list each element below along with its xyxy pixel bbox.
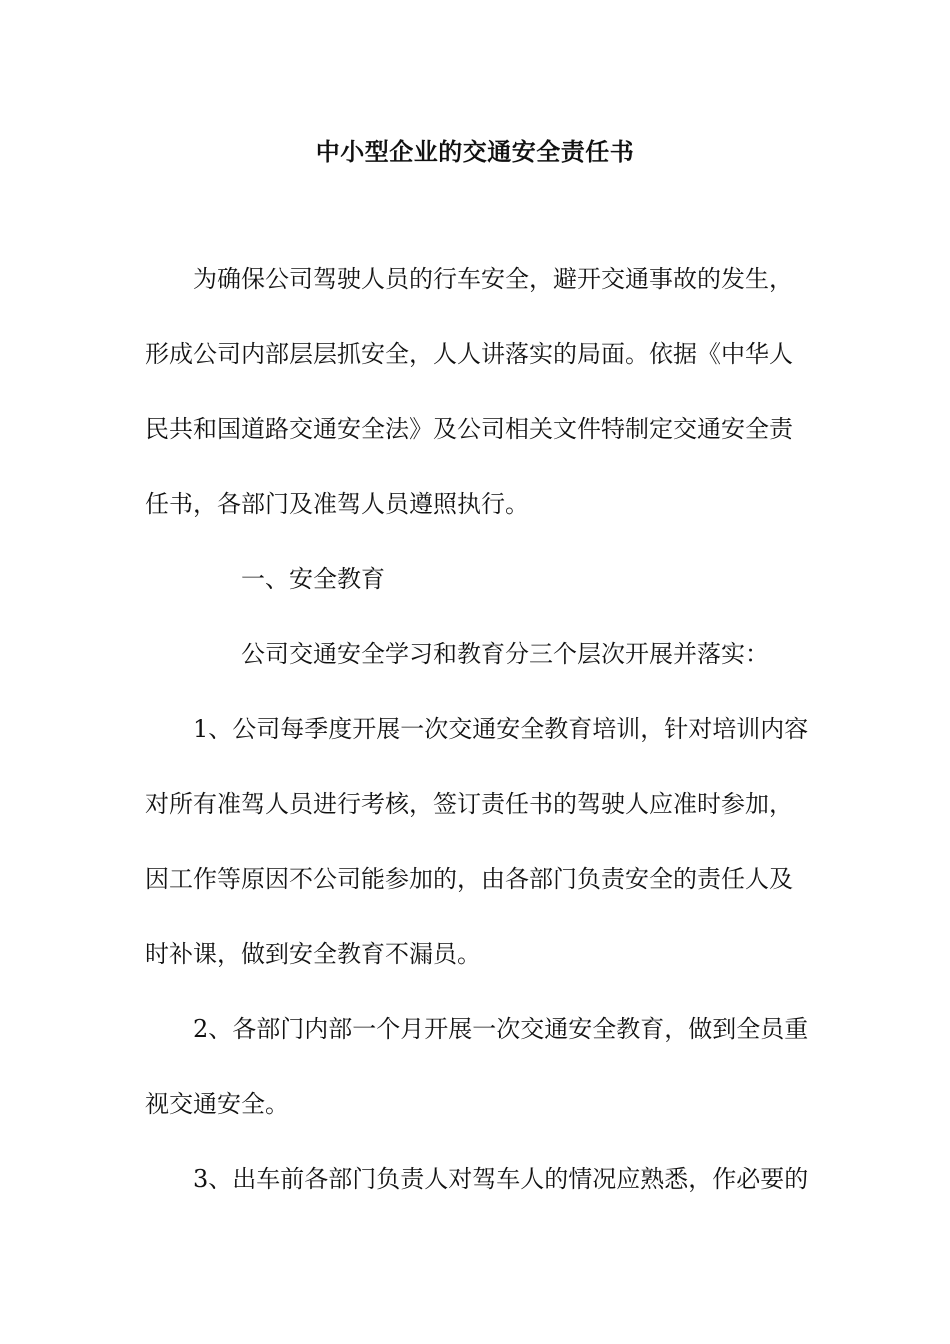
body-line-6: 公司交通安全学习和教育分三个层次开展并落实： bbox=[241, 640, 769, 668]
body-line-2: 形成公司内部层层抓安全，人人讲落实的局面。依据《中华人 bbox=[145, 340, 793, 368]
section-heading-safety-education: 一、安全教育 bbox=[241, 565, 385, 593]
body-line-1: 为确保公司驾驶人员的行车安全，避开交通事故的发生， bbox=[193, 265, 793, 293]
body-line-13: 3、出车前各部门负责人对驾车人的情况应熟悉，作必要的 bbox=[193, 1165, 809, 1193]
body-line-4: 任书，各部门及准驾人员遵照执行。 bbox=[145, 490, 529, 518]
body-line-8: 对所有准驾人员进行考核，签订责任书的驾驶人应准时参加， bbox=[145, 790, 793, 818]
body-line-10: 时补课，做到安全教育不漏员。 bbox=[145, 940, 481, 968]
body-line-12: 视交通安全。 bbox=[145, 1090, 289, 1118]
body-line-3: 民共和国道路交通安全法》及公司相关文件特制定交通安全责 bbox=[145, 415, 793, 443]
body-line-11: 2、各部门内部一个月开展一次交通安全教育，做到全员重 bbox=[193, 1015, 809, 1043]
document-title: 中小型企业的交通安全责任书 bbox=[315, 137, 635, 166]
body-line-9: 因工作等原因不公司能参加的，由各部门负责安全的责任人及 bbox=[145, 865, 793, 893]
body-line-7: 1、公司每季度开展一次交通安全教育培训，针对培训内容 bbox=[193, 715, 809, 743]
